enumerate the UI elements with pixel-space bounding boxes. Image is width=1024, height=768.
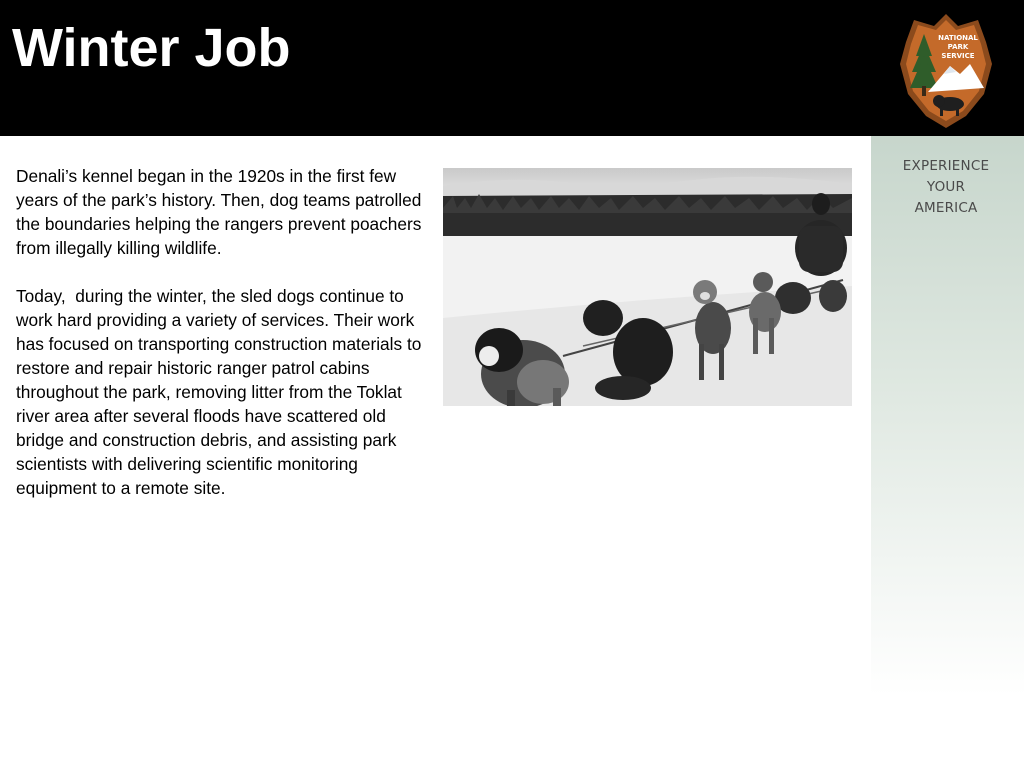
- paragraph-today: Today, during the winter, the sled dogs continue to work hard providing a variety of services. Their work has focused on transporting construction materials to restore and repair historic ranger patrol cabins throughout the park, removing litter from the Toklat river area after several floods have scattered old bridge and construction debris, and assisting park scientists with delivering scientific monitoring equipment to a remote site.: [16, 286, 427, 498]
- slide-title: Winter Job: [12, 18, 291, 78]
- slide-body: [16, 164, 428, 524]
- title-bar: [0, 0, 1024, 136]
- nps-arrowhead-icon: [898, 12, 994, 130]
- tagline-line-1: EXPERIENCE: [902, 158, 990, 174]
- paragraph-history: Denali’s kennel began in the 1920s in the first few years of the park’s history. Then, dog teams patrolled the boundaries helping the rangers prevent poachers from illegally killing wildlife.: [16, 166, 427, 258]
- nps-logo-text-park: PARK: [947, 43, 969, 51]
- nps-logo-text-national: NATIONAL: [938, 34, 978, 42]
- sled-dog-team-photo: [443, 168, 852, 406]
- tagline-line-3: AMERICA: [914, 200, 978, 216]
- experience-your-america-tagline: [871, 156, 1021, 219]
- sidebar-panel: [871, 136, 1024, 696]
- tagline-line-2: YOUR: [926, 179, 966, 195]
- nps-logo-text-service: SERVICE: [941, 52, 975, 60]
